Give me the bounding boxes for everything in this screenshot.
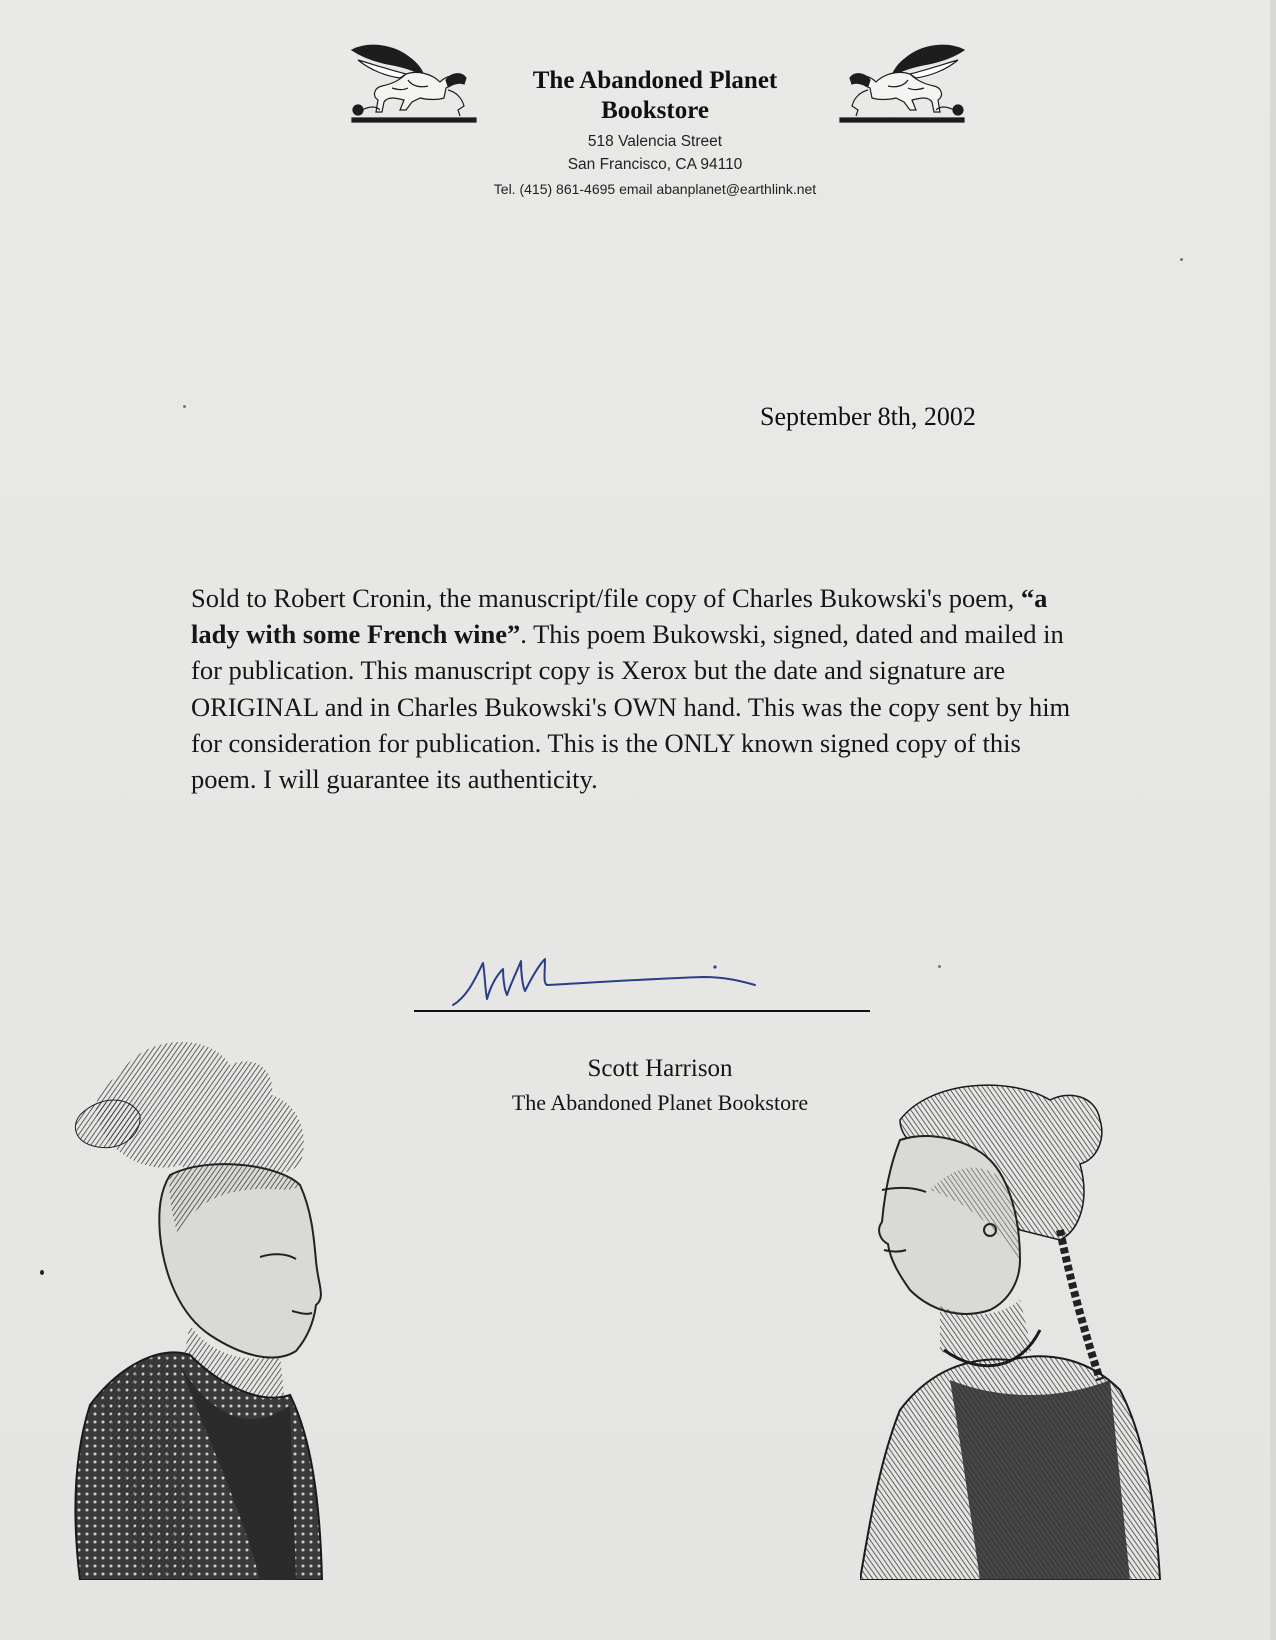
page-edge xyxy=(1270,0,1276,1640)
bookstore-name-line2: Bookstore xyxy=(601,97,709,124)
body-part2: . This poem Bukowski, signed, dated and mailed in for publication. This manuscript copy is Xerox but the date and signature are ORIGINAL and in Charles Bukowski's OWN hand. This was the copy sent by him for consideration for publication. This is the ONLY known signed copy of this poem. I will guarantee its authenticity. xyxy=(191,619,1071,795)
contact-line: Tel. (415) 861-4695 email abanplanet@earthlink.net xyxy=(493,181,817,197)
paper-speck xyxy=(1180,258,1183,261)
street-address: 518 Valencia Street xyxy=(587,133,723,150)
griffin-logo-right xyxy=(836,40,968,126)
paper-speck xyxy=(938,965,941,968)
handwritten-signature xyxy=(445,945,775,1015)
griffin-logo-left xyxy=(348,40,480,126)
paper-speck xyxy=(183,405,186,408)
signer-organization: The Abandoned Planet Bookstore xyxy=(511,1090,809,1115)
engraved-portrait-right xyxy=(860,1080,1170,1580)
signature-line xyxy=(414,1010,870,1012)
city-address: San Francisco, CA 94110 xyxy=(567,156,743,173)
signer-name: Scott Harrison xyxy=(587,1055,733,1082)
poem-title: “a lady with some French wine” xyxy=(191,583,1048,650)
bookstore-name xyxy=(470,66,840,126)
bookstore-name-line1: The Abandoned Planet xyxy=(532,67,778,94)
letter-date: September 8th, 2002 xyxy=(760,402,976,431)
body-part1: Sold to Robert Cronin, the manuscript/file copy of Charles Bukowski's poem, xyxy=(191,583,1021,613)
letter-body xyxy=(191,580,1091,797)
engraved-portrait-left xyxy=(60,1035,360,1580)
paper-speck xyxy=(40,1270,44,1275)
